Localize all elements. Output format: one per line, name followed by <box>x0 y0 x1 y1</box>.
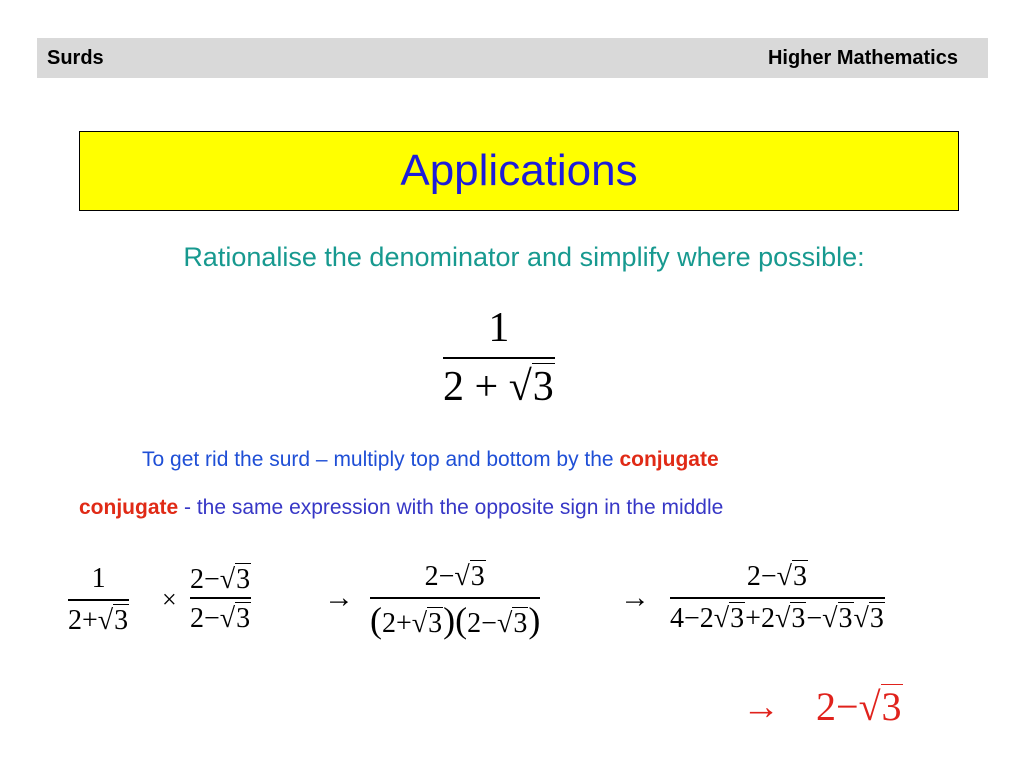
sqrt-symbol: √ 3 <box>774 602 806 634</box>
arrow-1: → <box>324 581 354 614</box>
main-denominator: 2 + √ 3 <box>443 363 554 410</box>
conjugate-definition: conjugate - the same expression with the opposite sign in the middle <box>79 496 724 519</box>
sqrt-symbol: √ 3 <box>822 602 853 634</box>
main-numerator: 1 <box>488 305 510 351</box>
course-label: Higher Mathematics <box>767 47 958 69</box>
main-fraction <box>443 307 555 408</box>
sqrt-symbol: √ 3 <box>219 602 251 634</box>
arrow-2: → <box>620 581 650 614</box>
header-bar <box>37 38 988 78</box>
keyword-conjugate: conjugate <box>79 496 179 519</box>
step1-fraction-1: 1 2+ √ 3 <box>68 563 129 636</box>
sqrt-symbol: √ 3 <box>411 607 443 639</box>
sqrt-symbol: √ 3 <box>496 607 528 639</box>
step1-fraction-2: 2− √ 3 2− √ 3 <box>190 564 251 634</box>
result-arrow: → <box>742 686 780 728</box>
instruction-text: Rationalise the denominator and simplify where possible: <box>183 242 865 272</box>
sqrt-symbol: √ 3 <box>776 561 808 592</box>
sqrt-symbol: √ 3 <box>97 604 129 636</box>
step2-fraction: 2− √ 3 (2+ √ 3 )(2− √ 3 ) <box>370 561 541 640</box>
topic-label: Surds <box>47 47 104 69</box>
sqrt-symbol: √ 3 <box>853 602 884 634</box>
sqrt-symbol: √ 3 <box>713 602 745 634</box>
hint-text: To get rid the surd – multiply top and bottom by the conjugate <box>142 448 719 471</box>
slide-title: Applications <box>400 146 638 195</box>
sqrt-symbol: √ 3 <box>454 561 485 592</box>
step3-fraction: 2− √ 3 4−2 √ 3 +2 √ 3 − √ 3 √ 3 <box>670 561 884 634</box>
keyword-conjugate: conjugate <box>619 448 719 471</box>
final-result: 2− √ 3 <box>816 684 902 729</box>
times-sign: × <box>162 585 177 614</box>
sqrt-symbol: √ 3 <box>508 363 554 410</box>
sqrt-symbol: √ 3 <box>219 564 251 595</box>
title-box <box>79 131 959 211</box>
sqrt-symbol: √ 3 <box>858 684 902 729</box>
